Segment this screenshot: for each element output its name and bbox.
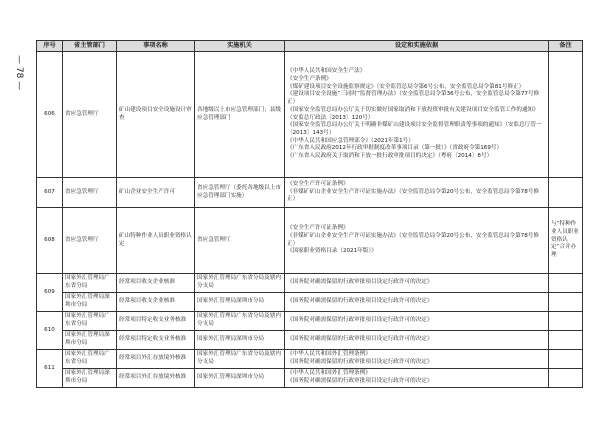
header-agency: 实施机关 — [195, 41, 285, 52]
header-serial: 序号 — [37, 41, 63, 52]
table-row — [37, 208, 583, 274]
basis-line: 《建设项目安全设施“三同时”监督管理办法》（安全监管总局令第36号公布，安全监管总局令第77号修正） — [287, 91, 540, 106]
basis-line: 《中华人民共和国安全生产法》 — [287, 68, 366, 75]
basis-line: 《国务院对确需保留的行政审批项目设定行政许可的决定》 — [287, 317, 433, 324]
header-item-name: 事项名称 — [117, 41, 195, 52]
row-basis — [285, 350, 549, 369]
row-basis — [285, 208, 549, 274]
row-department: 国家外汇管理局广东省分局 — [63, 312, 117, 331]
row-item-name: 矿山特种作业人员职业资格认定 — [117, 208, 195, 274]
row-item-name: 矿山企业安全生产许可 — [117, 178, 195, 208]
basis-line: 《非煤矿矿山企业安全生产许可证实施办法》（安全监管总局令第20号公布，安全监管总局令第78号修正） — [287, 188, 539, 203]
table-row — [37, 350, 583, 369]
header-note: 备注 — [549, 41, 583, 52]
basis-line: 《煤矿建设项目安全设施监察规定》（安全监管总局令第6号公布，安全监管总局令第81号修正） — [287, 83, 525, 90]
header-basis: 设定和实施依据 — [285, 41, 549, 52]
row-agency: 国家外汇管理局广东省分局及辖内分支局 — [195, 312, 285, 331]
row-agency: 国家外汇管理局广东省分局及辖内分支局 — [195, 274, 285, 293]
row-serial: 610 — [37, 312, 63, 350]
row-serial: 607 — [37, 178, 63, 208]
approval-items-table — [36, 40, 583, 388]
basis-line: 《国务院对确需保留的行政审批项目设定行政许可的决定》 — [287, 298, 433, 305]
row-note: 与“特种作业人员职业资格认定”合并办理 — [549, 208, 583, 274]
basis-line: 《中华人民共和国外汇管理条例》 — [287, 351, 371, 358]
row-basis — [285, 312, 549, 331]
basis-line: 《广东省人民政府关于取消和下放一批行政审批项目的决定》（粤府〔2014〕8号） — [287, 153, 493, 160]
row-department: 国家外汇管理局广东省分局 — [63, 274, 117, 293]
row-basis — [285, 369, 549, 388]
row-note — [549, 350, 583, 369]
row-department: 国家外汇管理局深圳市分局 — [63, 293, 117, 312]
table-header-row — [37, 41, 583, 52]
row-basis — [285, 331, 549, 350]
table-row — [37, 312, 583, 331]
row-basis — [285, 178, 549, 208]
row-note — [549, 369, 583, 388]
row-department: 省应急管理厅 — [63, 178, 117, 208]
row-agency: 国家外汇管理局广东省分局及辖内分支局 — [195, 350, 285, 369]
basis-line: 《广东省人民政府2012年行政审批制度改革事项目录（第一批）》（省政府令第169号） — [287, 145, 503, 152]
row-note — [549, 293, 583, 312]
row-item-name: 经常项目特定收支业务核准 — [117, 312, 195, 331]
table-row — [37, 331, 583, 350]
row-item-name: 经常项目收支企业核准 — [117, 293, 195, 312]
basis-line: 《中华人民共和国外汇管理条例》 — [287, 370, 371, 377]
row-serial: 611 — [37, 350, 63, 388]
row-serial: 606 — [37, 52, 63, 178]
header-department: 省主管部门 — [63, 41, 117, 52]
table-row — [37, 52, 583, 178]
row-department: 国家外汇管理局深圳市分局 — [63, 369, 117, 388]
basis-line: 《中华人民共和国应急管理部令》（2021年第1号） — [287, 137, 414, 144]
basis-line: 《国务院对确需保留的行政审批项目设定行政许可的决定》 — [287, 336, 433, 343]
row-serial: 608 — [37, 208, 63, 274]
basis-line: 《非煤矿矿山企业安全生产许可证实施办法》（安全监管总局令第20号公布，安全监管总局令第78号修正） — [287, 232, 539, 247]
row-basis — [285, 293, 549, 312]
row-agency: 国家外汇管理局深圳市分局 — [195, 369, 285, 388]
row-agency: 省应急管理厅（委托各地级以上市应急管理部门实施） — [195, 178, 285, 208]
row-item-name: 矿山建设项目安全设施设计审查 — [117, 52, 195, 178]
page-number: — 78 — — [14, 55, 24, 91]
row-item-name: 经常项目外汇存放境外核准 — [117, 350, 195, 369]
basis-line: 《安全生产许可证条例》 — [287, 225, 349, 232]
basis-line: 《国家职业资格目录（2021年版）》 — [287, 248, 377, 255]
row-agency: 国家外汇管理局深圳市分局 — [195, 331, 285, 350]
table-row — [37, 178, 583, 208]
row-note — [549, 312, 583, 331]
row-agency: 国家外汇管理局深圳市分局 — [195, 293, 285, 312]
basis-line: 《国家安全监管总局办公厅关于明确非煤矿山建设项目安全监督管理职责等事项的通知》（安监总厅管一〔2013〕143号） — [287, 122, 542, 136]
row-department: 国家外汇管理局广东省分局 — [63, 350, 117, 369]
row-agency: 省应急管理厅 — [195, 208, 285, 274]
row-agency: 各地级以上市应急管理部门；县级应急管理部门 — [195, 52, 285, 178]
basis-line: 《国家安全监管总局办公厅关于切实做好国家取消和下放投资审批有关建设项目安全监管工作的通知》（安监总厅政法〔2013〕120号） — [287, 106, 539, 121]
table-row — [37, 369, 583, 388]
basis-line: 《安全生产条例》 — [287, 75, 332, 82]
table-row — [37, 293, 583, 312]
table-row — [37, 274, 583, 293]
basis-line: 《安全生产许可证条例》 — [287, 180, 349, 187]
basis-line: 《国务院对确需保留的行政审批项目设定行政许可的决定》 — [287, 378, 433, 384]
row-note — [549, 52, 583, 178]
row-item-name: 经常项目收支企业核准 — [117, 274, 195, 293]
row-basis — [285, 52, 549, 178]
row-item-name: 经常项目外汇存放境外核准 — [117, 369, 195, 388]
basis-line: 《国务院对确需保留的行政审批项目设定行政许可的决定》 — [287, 279, 433, 286]
row-item-name: 经常项目特定收支业务核准 — [117, 331, 195, 350]
row-note — [549, 331, 583, 350]
row-department: 国家外汇管理局深圳市分局 — [63, 331, 117, 350]
row-note — [549, 178, 583, 208]
row-department: 省应急管理厅 — [63, 52, 117, 178]
row-department: 省应急管理厅 — [63, 208, 117, 274]
row-serial: 609 — [37, 274, 63, 312]
basis-line: 《国务院对确需保留的行政审批项目设定行政许可的决定》 — [287, 359, 433, 365]
row-note — [549, 274, 583, 293]
row-basis — [285, 274, 549, 293]
